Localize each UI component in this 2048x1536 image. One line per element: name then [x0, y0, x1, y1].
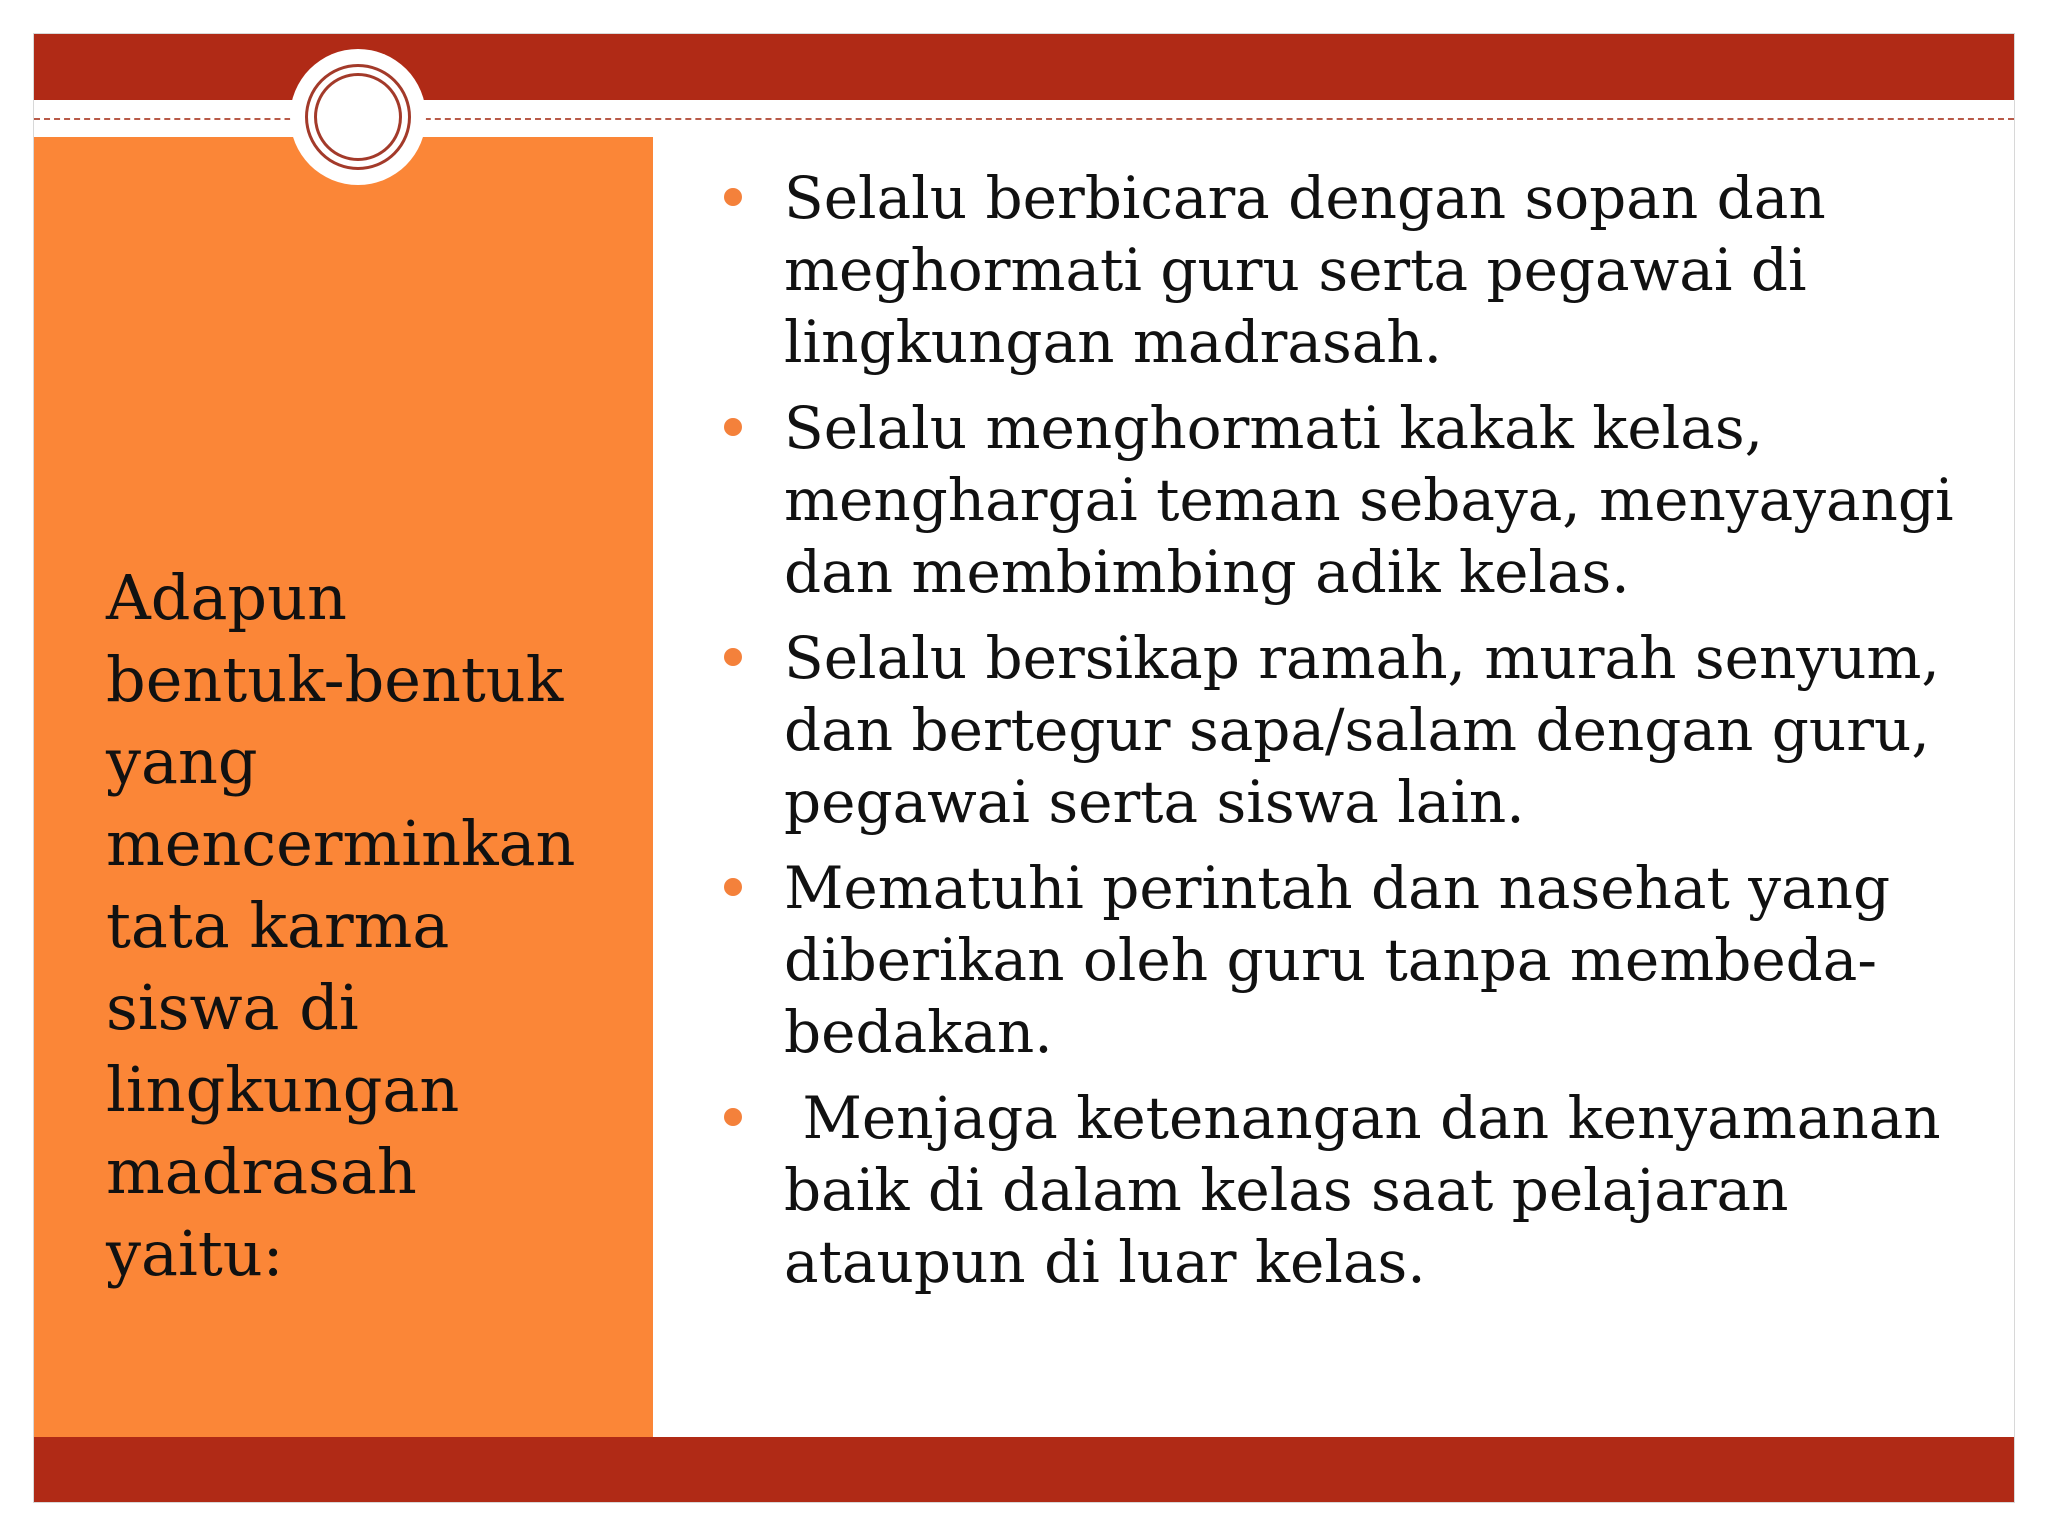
bullet-item	[724, 622, 1994, 838]
bullet-text: Menjaga ketenangan dan kenyamanan baik di dalam kelas saat pelajaran ataupun di luar kelas.	[784, 1084, 1960, 1296]
bullet-text: Selalu berbicara dengan sopan dan meghormati guru serta pegawai di lingkungan madrasah.	[784, 164, 1826, 376]
circle-ornament-icon	[290, 49, 426, 185]
bottom-band	[34, 1437, 2014, 1502]
bullet-item	[724, 852, 1994, 1068]
bullet-dot-icon	[724, 878, 742, 896]
bullet-list	[724, 162, 1994, 1312]
bullet-dot-icon	[724, 418, 742, 436]
bullet-text: Selalu bersikap ramah, murah senyum, dan bertegur sapa/salam dengan guru, pegawai serta siswa lain.	[784, 624, 1940, 836]
bullet-dot-icon	[724, 188, 742, 206]
bullet-text: Mematuhi perintah dan nasehat yang diberikan oleh guru tanpa membeda-bedakan.	[784, 854, 1891, 1066]
bullet-dot-icon	[724, 648, 742, 666]
ornament-inner-ring	[314, 73, 402, 161]
slide	[34, 34, 2014, 1502]
bullet-dot-icon	[724, 1108, 742, 1126]
bullet-item	[724, 392, 1994, 608]
bullet-item	[724, 1082, 1994, 1298]
left-panel-heading: Adapun bentuk-bentuk yang mencerminkan tata karma siswa di lingkungan madrasah yaitu:	[106, 561, 576, 1290]
bullet-item	[724, 162, 1994, 378]
bullet-text: Selalu menghormati kakak kelas, menghargai teman sebaya, menyayangi dan membimbing adik kelas.	[784, 394, 1954, 606]
left-panel	[34, 137, 653, 1437]
